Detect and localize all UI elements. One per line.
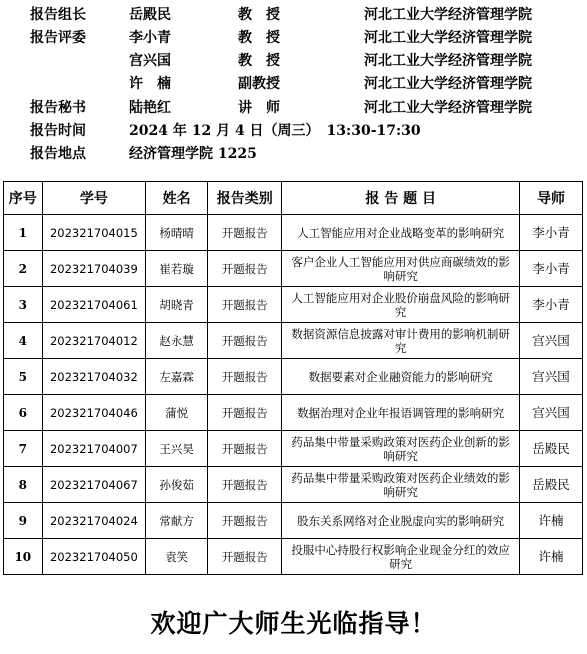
cell-no: 4 [4,323,43,359]
table-row [4,539,583,575]
header-name: 姓名 [146,182,208,215]
cell-advisor: 许楠 [519,503,582,539]
cell-student-id: 202321704012 [42,323,146,359]
time-label: 报告时间 [30,123,86,139]
cell-type: 开题报告 [208,539,282,575]
header-id: 学号 [42,182,146,215]
cell-name: 王兴昊 [146,431,208,467]
cell-student-id: 202321704050 [42,539,146,575]
cell-student-id: 202321704046 [42,395,146,431]
header-topic: 报 告 题 目 [282,182,520,215]
cell-student-id: 202321704039 [42,251,146,287]
table-row [4,287,583,323]
table-row [4,251,583,287]
cell-topic: 数据要素对企业融资能力的影响研究 [282,359,520,395]
cell-topic: 药品集中带量采购政策对医药企业绩效的影响研究 [282,467,520,503]
table-row [4,503,583,539]
cell-type: 开题报告 [208,503,282,539]
cell-advisor: 李小青 [519,251,582,287]
schedule-table [3,181,583,575]
table-row [4,467,583,503]
cell-topic: 股东关系网络对企业脱虚向实的影响研究 [282,503,520,539]
cell-type: 开题报告 [208,215,282,251]
cell-name: 蒲悦 [146,395,208,431]
header-type: 报告类别 [208,182,282,215]
cell-advisor: 岳殿民 [519,467,582,503]
cell-type: 开题报告 [208,467,282,503]
table-header-row [4,182,583,215]
cell-name: 赵永慧 [146,323,208,359]
leader-label: 报告组长 [30,7,86,23]
cell-type: 开题报告 [208,251,282,287]
cell-advisor: 宫兴国 [519,323,582,359]
cell-student-id: 202321704024 [42,503,146,539]
cell-type: 开题报告 [208,431,282,467]
cell-no: 5 [4,359,43,395]
cell-advisor: 许楠 [519,539,582,575]
secretary-org: 河北工业大学经济管理学院 [364,100,532,116]
cell-student-id: 202321704007 [42,431,146,467]
welcome-text: 欢迎广大师生光临指导！ [150,609,437,638]
cell-advisor: 李小青 [519,215,582,251]
reviewer-name: 李小青 [129,30,171,46]
cell-student-id: 202321704067 [42,467,146,503]
cell-topic: 人工智能应用对企业股价崩盘风险的影响研究 [282,287,520,323]
cell-student-id: 202321704061 [42,287,146,323]
reviewer-org: 河北工业大学经济管理学院 [364,76,532,92]
cell-type: 开题报告 [208,323,282,359]
cell-student-id: 202321704032 [42,359,146,395]
cell-topic: 数据治理对企业年报语调管理的影响研究 [282,395,520,431]
reviewer-title: 副教授 [238,76,280,92]
cell-student-id: 202321704015 [42,215,146,251]
cell-topic: 药品集中带量采购政策对医药企业创新的影响研究 [282,431,520,467]
reviewer-name: 许 楠 [129,76,171,92]
report-info [0,0,587,175]
header-advisor: 导师 [519,182,582,215]
cell-no: 1 [4,215,43,251]
cell-topic: 数据资源信息披露对审计费用的影响机制研究 [282,323,520,359]
table-row [4,359,583,395]
reviewer-title: 教 授 [238,53,280,69]
reviewer-name: 宫兴国 [129,53,171,69]
cell-no: 2 [4,251,43,287]
cell-no: 8 [4,467,43,503]
cell-name: 孙俊茹 [146,467,208,503]
reviewer-org: 河北工业大学经济管理学院 [364,53,532,69]
cell-no: 7 [4,431,43,467]
leader-name: 岳殿民 [129,7,171,23]
cell-name: 袁笑 [146,539,208,575]
place-label: 报告地点 [30,146,86,162]
cell-name: 胡晓青 [146,287,208,323]
cell-type: 开题报告 [208,359,282,395]
cell-name: 崔若璇 [146,251,208,287]
cell-no: 10 [4,539,43,575]
cell-advisor: 李小青 [519,287,582,323]
time-value: 2024 年 12 月 4 日（周三） 13:30-17:30 [129,123,421,139]
cell-no: 6 [4,395,43,431]
secretary-label: 报告秘书 [30,100,86,116]
cell-type: 开题报告 [208,287,282,323]
table-body [4,215,583,575]
cell-no: 9 [4,503,43,539]
table-row [4,395,583,431]
cell-type: 开题报告 [208,395,282,431]
cell-topic: 投服中心持股行权影响企业现金分红的效应研究 [282,539,520,575]
cell-advisor: 岳殿民 [519,431,582,467]
cell-topic: 人工智能应用对企业战略变革的影响研究 [282,215,520,251]
cell-advisor: 宫兴国 [519,359,582,395]
reviewers-label: 报告评委 [30,30,86,46]
reviewer-org: 河北工业大学经济管理学院 [364,30,532,46]
secretary-title: 讲 师 [238,100,280,116]
header-no: 序号 [4,182,43,215]
table-row [4,323,583,359]
table-row [4,431,583,467]
cell-name: 常献方 [146,503,208,539]
cell-name: 杨晴晴 [146,215,208,251]
cell-no: 3 [4,287,43,323]
place-value: 经济管理学院 1225 [129,146,257,162]
table-row [4,215,583,251]
cell-advisor: 宫兴国 [519,395,582,431]
leader-org: 河北工业大学经济管理学院 [364,7,532,23]
reviewer-title: 教 授 [238,30,280,46]
cell-name: 左嘉霖 [146,359,208,395]
cell-topic: 客户企业人工智能应用对供应商碳绩效的影响研究 [282,251,520,287]
leader-title: 教 授 [238,7,280,23]
secretary-name: 陆艳红 [129,100,171,116]
